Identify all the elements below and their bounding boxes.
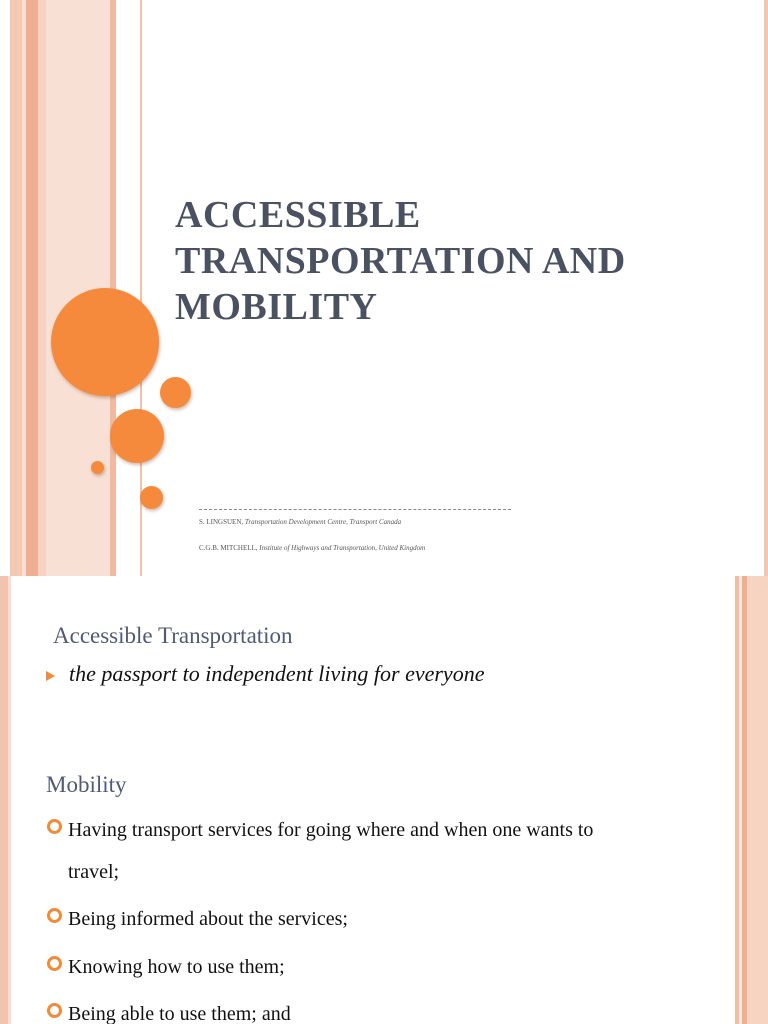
arrow-bullet-icon — [46, 671, 55, 681]
decorative-stripe — [764, 0, 768, 576]
author-affiliation: Institute of Highways and Transportation, United Kingdom — [259, 544, 426, 552]
dotted-divider — [199, 509, 511, 510]
ring-bullet-icon — [47, 956, 62, 971]
decorative-stripe — [26, 0, 38, 576]
author-line — [199, 518, 401, 526]
list-item: Knowing how to use them; — [68, 956, 285, 978]
author-affiliation: Transportation Development Centre, Transport Canada — [244, 518, 402, 526]
title-line: ACCESSIBLE — [175, 194, 421, 236]
ring-bullet-icon — [47, 1003, 62, 1018]
decorative-stripe — [38, 0, 46, 576]
decorative-stripe — [0, 576, 8, 1024]
author-name: C.G.B. MITCHELL, — [199, 544, 258, 552]
decorative-circle-medium — [110, 409, 164, 463]
decorative-stripe — [747, 576, 768, 1024]
list-item-continuation: travel; — [68, 861, 120, 883]
content-slide — [0, 576, 768, 1024]
mobility-heading: Mobility — [46, 772, 127, 797]
decorative-circle-small — [160, 377, 191, 408]
tagline-text: the passport to independent living for everyone — [69, 661, 485, 686]
decorative-circle-tiny — [91, 461, 104, 474]
decorative-stripe — [8, 576, 11, 1024]
ring-bullet-icon — [47, 819, 62, 834]
ring-bullet-icon — [47, 908, 62, 923]
decorative-circle-large — [51, 288, 159, 396]
list-item: Having transport services for going where and when one wants to — [68, 819, 594, 841]
title-line: TRANSPORTATION AND — [175, 240, 626, 282]
decorative-stripe — [10, 0, 22, 576]
author-line — [199, 544, 425, 552]
decorative-circle-small — [140, 486, 163, 509]
slide-title — [175, 192, 755, 330]
list-item: Being able to use them; and — [68, 1003, 291, 1024]
author-name: S. LINGSUEN, — [199, 518, 244, 526]
title-line: MOBILITY — [175, 286, 378, 328]
list-item: Being informed about the services; — [68, 908, 348, 930]
section-heading: Accessible Transportation — [53, 623, 293, 648]
